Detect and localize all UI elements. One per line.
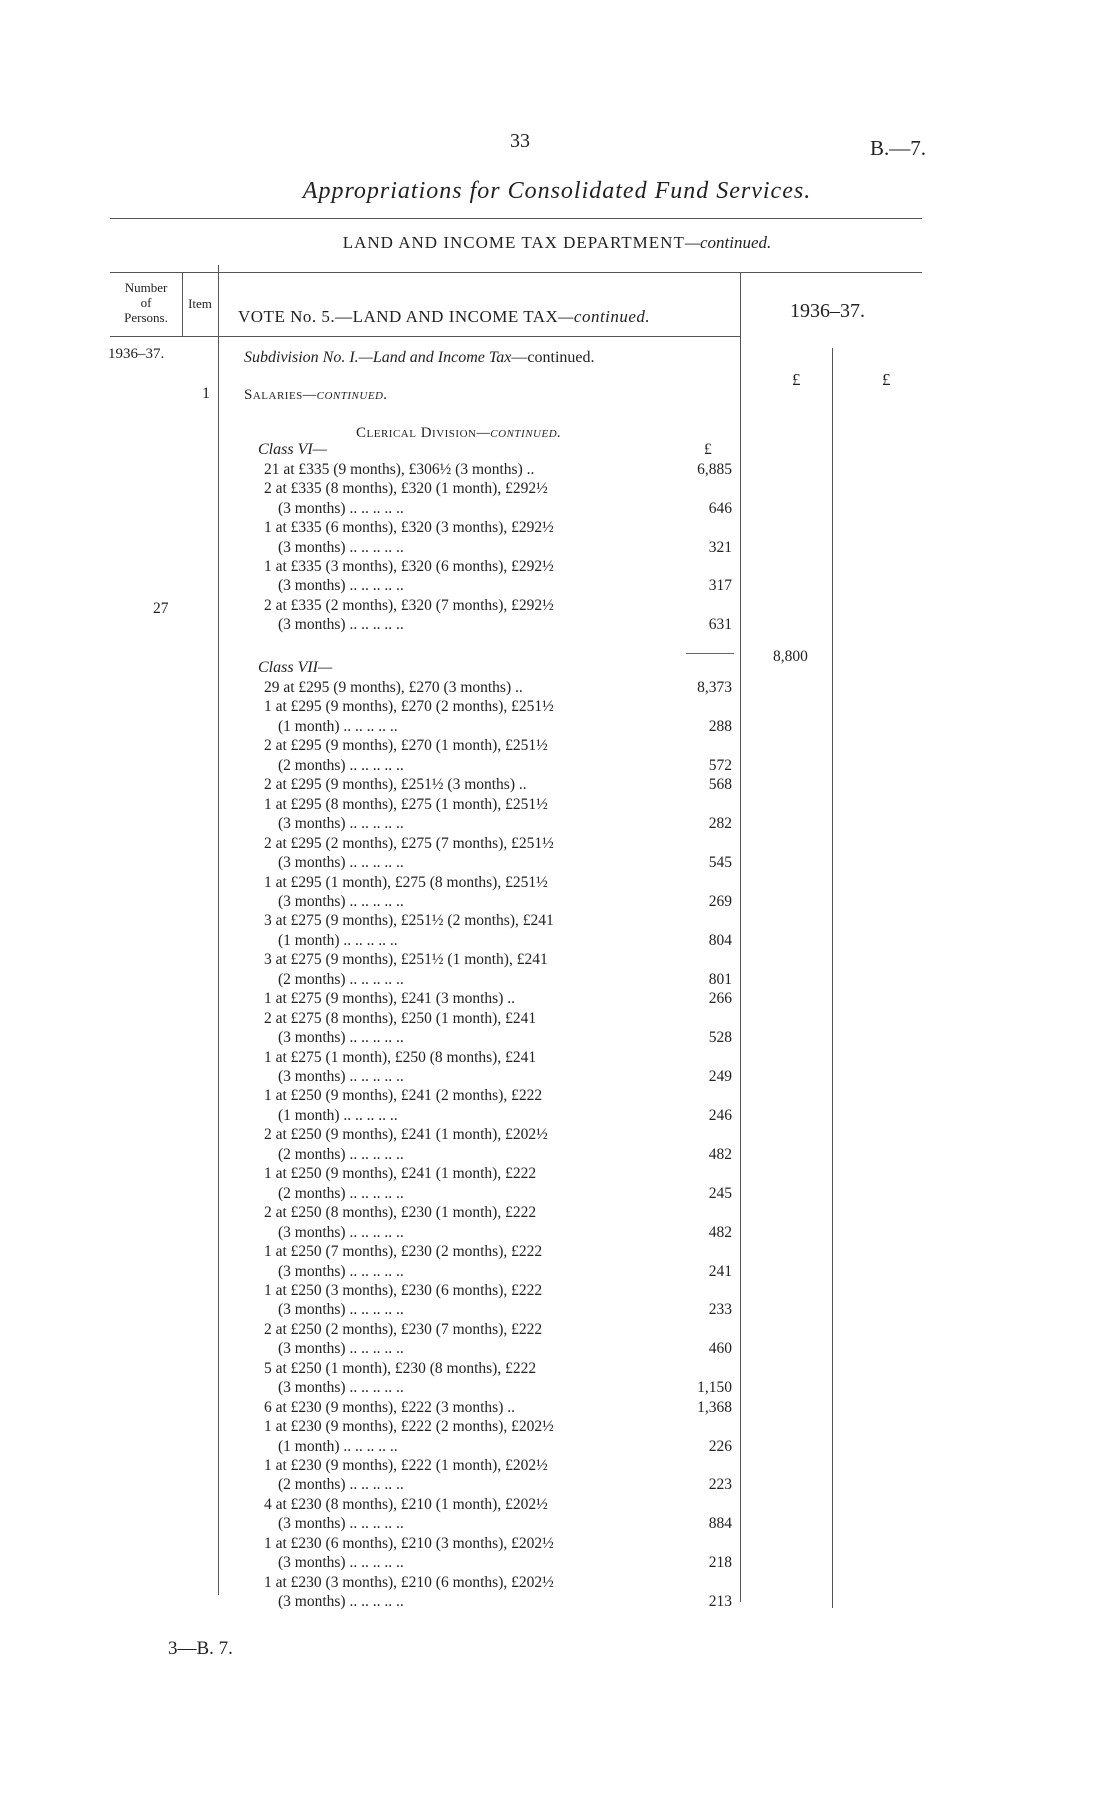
line-text: 1 at £230 (9 months), £222 (2 months), £202½ (264, 1418, 554, 1436)
line-amount: 218 (708, 1554, 732, 1572)
line-text: 5 at £250 (1 month), £230 (8 months), £222 (264, 1359, 537, 1377)
line-text: (3 months) .. .. .. .. .. (278, 1068, 404, 1085)
line-text: 2 at £295 (2 months), £275 (7 months), £251½ (264, 834, 554, 852)
line-amount: 223 (708, 1476, 732, 1494)
line-text: 2 at £250 (8 months), £230 (1 month), £222 (264, 1204, 537, 1222)
line-text: 1 at £250 (9 months), £241 (2 months), £222 (264, 1087, 543, 1105)
line-amount: 572 (708, 756, 732, 774)
line-text: (2 months) .. .. .. .. .. (278, 756, 404, 774)
line-text: 1 at £230 (6 months), £210 (3 months), £202½ (264, 1534, 554, 1552)
line-amount: 482 (708, 1145, 732, 1163)
subdivision-title: Subdivision No. I.—Land and Income Tax (244, 349, 512, 366)
line-text: 1 at £250 (3 months), £230 (6 months), £222 (264, 1281, 543, 1299)
subdivision-suffix: —continued. (511, 349, 595, 366)
line-text: 1 at £230 (3 months), £210 (6 months), £202½ (264, 1573, 554, 1591)
line-text: 21 at £335 (9 months), £306½ (3 months) .. (264, 461, 535, 478)
line-amount: 482 (708, 1223, 732, 1241)
line-amount: 528 (708, 1029, 732, 1047)
line-text: 3 at £275 (9 months), £251½ (2 months), £241 (264, 912, 554, 930)
col-divider-amount (740, 272, 741, 1602)
line-text: (2 months) .. .. .. .. .. (278, 1184, 404, 1202)
line-text: 4 at £230 (8 months), £210 (1 month), £202½ (264, 1495, 548, 1513)
line-text: 1 at £335 (6 months), £320 (3 months), £292½ (264, 519, 554, 537)
line-text: (3 months) .. .. .. .. .. (278, 1515, 404, 1533)
line-text: 1 at £275 (1 month), £250 (8 months), £241 (264, 1048, 537, 1066)
persons-header-line: of (140, 295, 152, 310)
clerical-title: Clerical Division (356, 425, 477, 441)
pound-header-1: £ (792, 370, 801, 389)
vote-heading (238, 307, 650, 327)
persons-year: 1936–37. (108, 346, 165, 362)
line-amount: 266 (708, 990, 732, 1008)
line-text: 2 at £250 (9 months), £241 (1 month), £202½ (264, 1126, 548, 1144)
persons-count: 27 (153, 600, 169, 617)
item-header: Item (188, 296, 212, 311)
department-heading (0, 233, 1114, 253)
department-name: LAND AND INCOME TAX DEPARTMENT (342, 233, 685, 252)
line-amount: 1,150 (697, 1379, 732, 1397)
line-text: 1 at £250 (9 months), £241 (1 month), £222 (264, 1165, 537, 1183)
department-suffix: —continued. (684, 233, 772, 252)
line-text: 29 at £295 (9 months), £270 (3 months) .. (264, 679, 523, 696)
line-text: 2 at £275 (8 months), £250 (1 month), £241 (264, 1009, 537, 1027)
class7-label: Class VII— (258, 659, 333, 676)
line-amount: 241 (708, 1262, 732, 1280)
item-number: 1 (202, 385, 210, 402)
line-text: (3 months) .. .. .. .. .. (278, 1340, 404, 1358)
line-amount: 545 (708, 854, 732, 872)
clerical-heading (356, 425, 561, 442)
line-amount: 801 (708, 970, 732, 988)
header-bottom-rule (110, 336, 740, 337)
subdivision-heading (244, 349, 595, 367)
line-text: (3 months) .. .. .. .. .. (278, 1223, 404, 1241)
persons-header-line: Persons. (124, 310, 168, 325)
persons-header-line: Number (124, 280, 168, 295)
line-text: (1 month) .. .. .. .. .. (278, 1106, 398, 1124)
persons-header (110, 280, 182, 325)
line-amount: 213 (708, 1593, 732, 1611)
class6-label: Class VI— (258, 441, 327, 458)
document-reference: B.—7. (870, 136, 927, 160)
line-text: (3 months) .. .. .. .. .. (278, 815, 404, 833)
line-amount: 568 (708, 776, 732, 794)
line-text: 1 at £295 (9 months), £270 (2 months), £251½ (264, 698, 554, 716)
title-rule (110, 218, 922, 219)
line-text: 1 at £250 (7 months), £230 (2 months), £222 (264, 1243, 543, 1261)
line-amount: 1,368 (697, 1398, 732, 1416)
col-divider-total (832, 348, 833, 1608)
line-text: (3 months) .. .. .. .. .. (278, 1262, 404, 1280)
line-text: 2 at £335 (2 months), £320 (7 months), £292½ (264, 596, 554, 614)
line-text: (3 months) .. .. .. .. .. (278, 499, 404, 517)
pound-header-2: £ (882, 370, 891, 389)
line-text: (3 months) .. .. .. .. .. (278, 1301, 404, 1319)
line-text: (3 months) .. .. .. .. .. (278, 577, 404, 595)
vote-suffix: —continued. (558, 307, 651, 326)
col-divider-item (218, 265, 219, 1595)
line-amount: 233 (708, 1301, 732, 1319)
line-text: 3 at £275 (9 months), £251½ (1 month), £241 (264, 951, 548, 969)
line-amount: 288 (708, 717, 732, 735)
line-amount: 321 (708, 538, 732, 556)
class6-pound: £ (704, 441, 712, 458)
line-text: 2 at £295 (9 months), £270 (1 month), £251½ (264, 737, 548, 755)
salaries-suffix: —continued. (302, 387, 388, 403)
line-text: 1 at £335 (3 months), £320 (6 months), £292½ (264, 558, 554, 575)
line-text: (2 months) .. .. .. .. .. (278, 1145, 404, 1163)
line-text: (3 months) .. .. .. .. .. (278, 1029, 404, 1047)
line-text: (1 month) .. .. .. .. .. (278, 931, 398, 949)
table-top-rule (110, 272, 922, 273)
line-amount: 249 (708, 1068, 732, 1085)
line-amount: 246 (708, 1106, 732, 1124)
line-amount: 8,373 (697, 679, 732, 696)
page-number: 33 (510, 130, 530, 152)
line-amount: 804 (708, 931, 732, 949)
line-text: (2 months) .. .. .. .. .. (278, 970, 404, 988)
footer-reference: 3—B. 7. (168, 1638, 233, 1659)
line-text: 1 at £295 (8 months), £275 (1 month), £251½ (264, 795, 548, 813)
line-text: (3 months) .. .. .. .. .. (278, 616, 404, 634)
line-amount: 245 (708, 1184, 732, 1202)
line-text: 2 at £295 (9 months), £251½ (3 months) .. (264, 776, 527, 794)
line-amount: 460 (708, 1340, 732, 1358)
line-amount: 631 (708, 616, 732, 634)
line-text: (3 months) .. .. .. .. .. (278, 1554, 404, 1572)
vote-title: VOTE No. 5.—LAND AND INCOME TAX (238, 307, 559, 326)
line-text: 6 at £230 (9 months), £222 (3 months) .. (264, 1398, 515, 1416)
line-amount: 6,885 (697, 461, 732, 478)
line-amount: 269 (708, 892, 732, 910)
line-text: (3 months) .. .. .. .. .. (278, 1379, 404, 1397)
line-text: 1 at £275 (9 months), £241 (3 months) .. (264, 990, 515, 1008)
salaries-heading (244, 387, 388, 404)
subtotal-rule (686, 653, 734, 654)
class6-total: 8,800 (773, 648, 808, 665)
line-text: (3 months) .. .. .. .. .. (278, 854, 404, 872)
line-text: (3 months) .. .. .. .. .. (278, 538, 404, 556)
line-amount: 884 (708, 1515, 732, 1533)
line-amount: 317 (708, 577, 732, 595)
line-amount: 226 (708, 1437, 732, 1455)
line-text: (3 months) .. .. .. .. .. (278, 1593, 404, 1611)
line-amount: 282 (708, 815, 732, 833)
line-text: 2 at £335 (8 months), £320 (1 month), £292½ (264, 480, 548, 498)
line-text: (1 month) .. .. .. .. .. (278, 1437, 398, 1455)
line-text: 2 at £250 (2 months), £230 (7 months), £222 (264, 1320, 543, 1338)
line-text: (1 month) .. .. .. .. .. (278, 717, 398, 735)
line-text: 1 at £230 (9 months), £222 (1 month), £202½ (264, 1457, 548, 1474)
salaries-title: Salaries (244, 387, 303, 403)
page-title: Appropriations for Consolidated Fund Services. (302, 178, 812, 204)
line-text: 1 at £295 (1 month), £275 (8 months), £251½ (264, 873, 548, 891)
year-header: 1936–37. (790, 300, 865, 322)
line-text: (2 months) .. .. .. .. .. (278, 1476, 404, 1494)
line-amount: 646 (708, 499, 732, 517)
clerical-suffix: —continued. (476, 425, 562, 441)
line-text: (3 months) .. .. .. .. .. (278, 892, 404, 910)
